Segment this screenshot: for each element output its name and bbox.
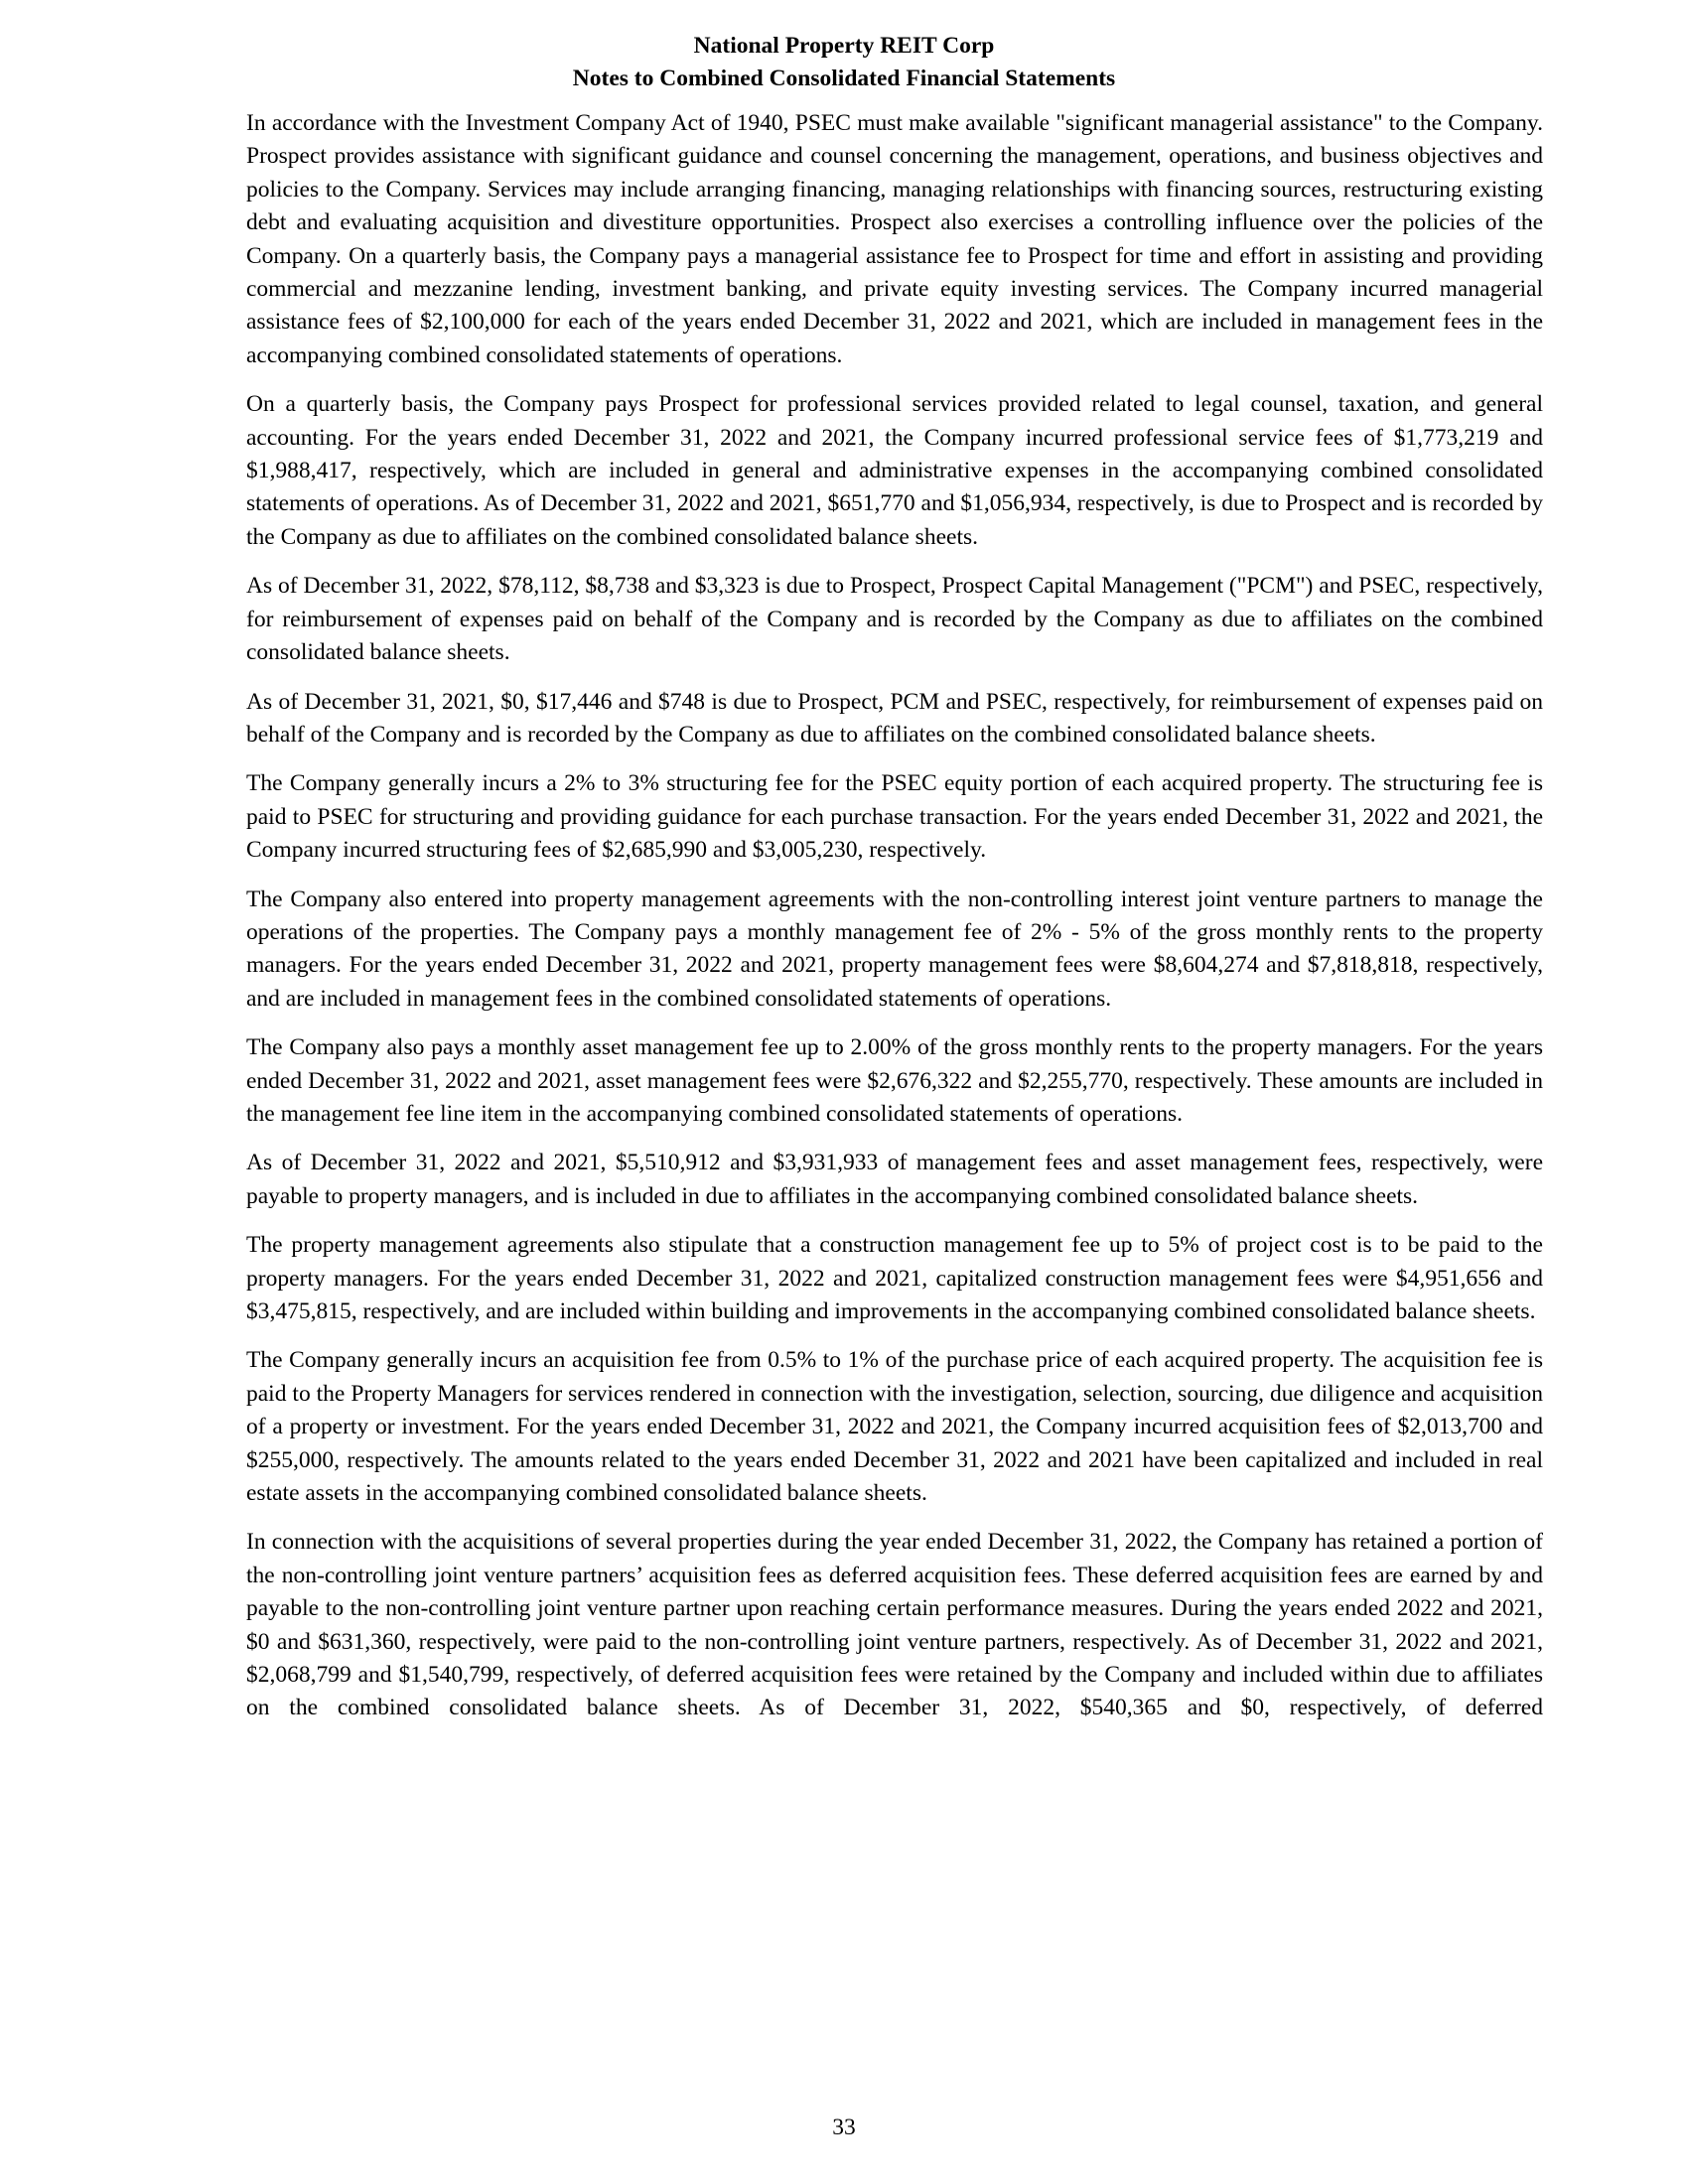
- page-header: [0, 30, 1688, 95]
- paragraph-acquisition-fee: The Company generally incurs an acquisition fee from 0.5% to 1% of the purchase price of each acquired property. The acquisition fee is paid to the Property Managers for services rendered in connection with the investigation, selection, sourcing, due diligence and acquisition of a property or investment. For the years ended December 31, 2022 and 2021, the Company incurred acquisition fees of $2,013,700 and $255,000, respectively. The amounts related to the years ended December 31, 2022 and 2021 have been capitalized and included in real estate assets in the accompanying combined consolidated balance sheets.: [246, 1347, 1543, 1507]
- paragraph-structuring-fee: The Company generally incurs a 2% to 3% structuring fee for the PSEC equity portion of each acquired property. The structuring fee is paid to PSEC for structuring and providing guidance for each purchase transaction. For the years ended December 31, 2022 and 2021, the Company incurred structuring fees of $2,685,990 and $3,005,230, respectively.: [246, 770, 1543, 864]
- document-title: Notes to Combined Consolidated Financial Statements: [572, 66, 1116, 91]
- company-name: National Property REIT Corp: [693, 33, 995, 59]
- paragraph-managerial-assistance: In accordance with the Investment Company Act of 1940, PSEC must make available "significant managerial assistance" to the Company. Prospect provides assistance with significant guidance and counsel concerning the management, operations, and business objectives and policies to the Company. Services may include arranging financing, managing relationships with financing sources, restructuring existing debt and evaluating acquisition and divestiture opportunities. Prospect also exercises a controlling influence over the policies of the Company. On a quarterly basis, the Company pays a managerial assistance fee to Prospect for time and effort in assisting and providing commercial and mezzanine lending, investment banking, and private equity investing services. The Company incurred managerial assistance fees of $2,100,000 for each of the years ended December 31, 2022 and 2021, which are included in management fees in the accompanying combined consolidated statements of operations.: [246, 110, 1543, 368]
- paragraph-due-2022: As of December 31, 2022, $78,112, $8,738 and $3,323 is due to Prospect, Prospect Capital Management ("PCM") and PSEC, respectively, for reimbursement of expenses paid on behalf of the Company and is recorded by the Company as due to affiliates on the combined consolidated balance sheets.: [246, 573, 1543, 666]
- paragraph-construction-management: The property management agreements also stipulate that a construction management fee up to 5% of project cost is to be paid to the property managers. For the years ended December 31, 2022 and 2021, capitalized construction management fees were $4,951,656 and $3,475,815, respectively, and are included within building and improvements in the accompanying combined consolidated balance sheets.: [246, 1232, 1543, 1324]
- paragraph-due-2021: As of December 31, 2021, $0, $17,446 and $748 is due to Prospect, PCM and PSEC, respectively, for reimbursement of expenses paid on behalf of the Company and is recorded by the Company as due to affiliates on the combined consolidated balance sheets.: [246, 688, 1543, 748]
- paragraph-deferred-acquisition-fees: In connection with the acquisitions of several properties during the year ended December 31, 2022, the Company has retained a portion of the non-controlling joint venture partners’ acquisition fees as deferred acquisition fees. These deferred acquisition fees are earned by and payable to the non-controlling joint venture partner upon reaching certain performance measures. During the years ended 2022 and 2021, $0 and $631,360, respectively, were paid to the non-controlling joint venture partners, respectively. As of December 31, 2022 and 2021, $2,068,799 and $1,540,799, respectively, of deferred acquisition fees were retained by the Company and included within due to affiliates on the combined consolidated balance sheets. As of December 31, 2022, $540,365 and $0, respectively, of deferred: [246, 1529, 1543, 1721]
- document-body: [246, 107, 1543, 1741]
- page-number: 33: [832, 2115, 856, 2140]
- paragraph-property-management: The Company also entered into property management agreements with the non-controlling interest joint venture partners to manage the operations of the properties. The Company pays a monthly management fee of 2% - 5% of the gross monthly rents to the property managers. For the years ended December 31, 2022 and 2021, property management fees were $8,604,274 and $7,818,818, respectively, and are included in management fees in the combined consolidated statements of operations.: [246, 886, 1543, 1012]
- paragraph-asset-management: The Company also pays a monthly asset management fee up to 2.00% of the gross monthly rents to the property managers. For the years ended December 31, 2022 and 2021, asset management fees were $2,676,322 and $2,255,770, respectively. These amounts are included in the management fee line item in the accompanying combined consolidated statements of operations.: [246, 1034, 1543, 1127]
- paragraph-professional-services: On a quarterly basis, the Company pays Prospect for professional services provided related to legal counsel, taxation, and general accounting. For the years ended December 31, 2022 and 2021, the Company incurred professional service fees of $1,773,219 and $1,988,417, respectively, which are included in general and administrative expenses in the accompanying combined consolidated statements of operations. As of December 31, 2022 and 2021, $651,770 and $1,056,934, respectively, is due to Prospect and is recorded by the Company as due to affiliates on the combined consolidated balance sheets.: [246, 391, 1543, 550]
- paragraph-fees-payable: As of December 31, 2022 and 2021, $5,510,912 and $3,931,933 of management fees and asset management fees, respectively, were payable to property managers, and is included in due to affiliates in the accompanying combined consolidated balance sheets.: [246, 1150, 1543, 1209]
